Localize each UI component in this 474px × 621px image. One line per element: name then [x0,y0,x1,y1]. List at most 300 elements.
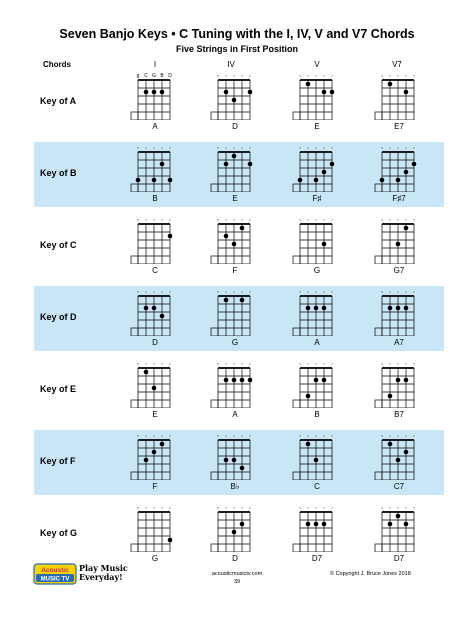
chord-name: D [232,122,238,131]
fretboard-diagram [130,502,180,552]
finger-dot [240,466,245,471]
chord-diagram [374,286,424,348]
string-marker: ○ [388,217,392,222]
string-marker: ○ [322,361,326,366]
finger-dot [240,226,245,231]
string-marker: ○ [306,73,310,78]
row-label: Key of A [40,96,77,106]
fifth-string-peg-box [131,256,138,264]
finger-dot [248,378,253,383]
string-marker: ○ [412,289,416,294]
string-marker: ○ [224,145,228,150]
string-marker: ○ [248,433,252,438]
row-label: Key of F [40,456,76,466]
finger-dot [322,90,327,95]
chord-diagram [210,358,260,420]
chord-diagram [292,502,342,564]
string-marker: ○ [144,145,148,150]
page-subtitle: Five Strings in First Position [175,44,298,54]
string-marker: × [380,505,384,510]
fifth-string-peg-box [375,400,382,408]
fretboard-diagram [130,214,180,264]
string-marker: ○ [322,145,326,150]
chord-name: B [152,194,158,203]
fretboard-diagram [130,358,180,408]
string-marker: g [136,73,140,79]
finger-dot [314,306,319,311]
string-marker: ○ [144,505,148,510]
chord-name: G7 [393,266,405,275]
svg-text:Acoustic: Acoustic [41,567,69,574]
fretboard-diagram [130,70,180,120]
string-marker: × [298,505,302,510]
string-marker: ○ [314,289,318,294]
finger-dot [388,394,393,399]
finger-dot [396,178,401,183]
chord-name: G [151,554,159,563]
chord-name: D7 [393,554,405,563]
finger-dot [322,522,327,527]
string-marker: ○ [306,145,310,150]
finger-dot [232,530,237,535]
string-marker: ○ [330,73,334,78]
finger-dot [224,298,229,303]
column-header-iv: IV [227,60,235,69]
fretboard-diagram [292,214,342,264]
string-marker: ○ [160,145,164,150]
string-marker: ○ [396,505,400,510]
chord-diagram [292,430,342,492]
string-marker: ○ [240,217,244,222]
footer-url: acousticmusictv.com [211,571,263,577]
finger-dot [388,82,393,87]
chord-name: B [314,410,320,419]
chord-diagram [292,214,342,276]
string-marker: ○ [388,361,392,366]
string-marker: ○ [388,73,392,78]
row-label: Key of C [40,240,77,250]
string-marker: ○ [168,217,172,222]
string-marker: B [160,73,164,79]
row-label: Key of D [40,312,77,322]
string-marker: × [298,361,302,366]
finger-dot [306,82,311,87]
chord-name: A [314,338,320,347]
chord-diagram [374,70,424,132]
string-marker: ○ [248,217,252,222]
chord-diagram [130,358,180,420]
string-marker: ○ [388,505,392,510]
string-marker: ○ [306,289,310,294]
fretboard-diagram [130,430,180,480]
finger-dot [224,378,229,383]
string-marker: × [136,217,140,222]
fifth-string-peg-box [293,328,300,336]
chord-diagram [210,70,260,132]
fretboard-diagram [292,70,342,120]
string-marker: × [380,217,384,222]
finger-dot [314,458,319,463]
finger-dot [160,442,165,447]
finger-dot [240,298,245,303]
string-marker: ○ [396,289,400,294]
fifth-string-peg-box [293,112,300,120]
string-marker: ○ [160,361,164,366]
string-marker: ○ [152,433,156,438]
string-marker: × [216,145,220,150]
fretboard-diagram [210,286,260,336]
finger-dot [248,162,253,167]
string-marker: ○ [248,505,252,510]
chord-name: A [152,122,158,131]
string-marker: × [298,145,302,150]
string-marker: G [152,73,156,79]
fretboard-diagram [130,286,180,336]
string-marker: ○ [404,289,408,294]
string-marker: × [216,505,220,510]
fifth-string-peg-box [131,112,138,120]
finger-dot [322,242,327,247]
string-marker: × [380,145,384,150]
finger-dot [144,458,149,463]
finger-dot [160,314,165,319]
fifth-string-peg-box [293,184,300,192]
string-marker: ○ [160,217,164,222]
chord-name: B♭ [230,482,240,491]
string-marker: ○ [224,505,228,510]
string-marker: ○ [412,217,416,222]
string-marker: ○ [330,361,334,366]
fifth-string-peg-box [211,544,218,552]
string-marker: ○ [330,289,334,294]
string-marker: ○ [232,505,236,510]
chord-name: E [152,410,158,419]
string-marker: ○ [396,217,400,222]
string-marker: ○ [224,217,228,222]
string-marker: ○ [240,361,244,366]
chord-name: E [232,194,238,203]
chord-diagram [130,142,180,204]
string-marker: × [298,217,302,222]
string-marker: ○ [152,217,156,222]
string-marker: × [380,361,384,366]
finger-dot [404,90,409,95]
finger-dot [306,442,311,447]
column-header-v: V [314,60,320,69]
chord-diagram [374,502,424,564]
string-marker: ○ [160,433,164,438]
finger-dot [396,306,401,311]
string-marker: ○ [160,289,164,294]
finger-dot [330,162,335,167]
finger-dot [322,306,327,311]
finger-dot [388,522,393,527]
string-marker: ○ [232,361,236,366]
string-marker: ○ [248,73,252,78]
string-marker: ○ [232,289,236,294]
fretboard-diagram [210,142,260,192]
fretboard-diagram [374,430,424,480]
string-marker: × [136,145,140,150]
string-marker: ○ [322,505,326,510]
finger-dot [314,178,319,183]
fifth-string-peg-box [131,328,138,336]
string-marker: ○ [224,433,228,438]
fifth-string-peg-box [375,256,382,264]
string-marker: ○ [224,73,228,78]
chord-name: E [314,122,320,131]
finger-dot [168,538,173,543]
string-marker: ○ [412,73,416,78]
string-marker: × [216,73,220,78]
string-marker: × [216,361,220,366]
finger-dot [160,90,165,95]
string-marker: ○ [412,361,416,366]
chord-diagram [210,502,260,564]
string-marker: ○ [232,433,236,438]
fifth-string-peg-box [131,400,138,408]
string-marker: ○ [396,433,400,438]
finger-dot [380,178,385,183]
fifth-string-peg-box [375,544,382,552]
string-marker: × [216,217,220,222]
fifth-string-peg-box [375,328,382,336]
string-marker: ○ [248,361,252,366]
string-marker: ○ [314,217,318,222]
string-marker: ○ [248,289,252,294]
string-marker: ○ [412,505,416,510]
finger-dot [404,378,409,383]
finger-dot [136,178,141,183]
chord-name: F♯7 [392,194,406,203]
string-marker: ○ [168,433,172,438]
chord-diagram [292,142,342,204]
finger-dot [224,458,229,463]
finger-dot [144,90,149,95]
string-marker: ○ [240,145,244,150]
string-marker: ○ [322,433,326,438]
chord-diagram [210,430,260,492]
string-marker: ○ [322,289,326,294]
fifth-string-peg-box [375,184,382,192]
chord-diagram [130,502,180,564]
fretboard-diagram [374,142,424,192]
chord-diagram [374,142,424,204]
string-marker: ○ [322,217,326,222]
string-marker: ○ [388,145,392,150]
chord-name: G [231,338,239,347]
column-header-i: I [153,60,157,69]
finger-dot [152,386,157,391]
finger-dot [160,162,165,167]
fifth-string-peg-box [131,472,138,480]
copyright: © Copyright J. Bruce Jones 2018 [330,571,411,577]
chord-diagram [210,286,260,348]
chord-name: F♯ [312,194,322,203]
chord-name: G [313,266,321,275]
string-marker: ○ [240,505,244,510]
string-marker: ○ [330,217,334,222]
string-marker: ○ [314,73,318,78]
string-marker: ○ [306,505,310,510]
chord-name: F [232,266,238,275]
row-label: Key of E [40,384,77,394]
fifth-string-peg-box [211,112,218,120]
string-marker: ○ [224,289,228,294]
string-marker: × [216,433,220,438]
string-marker: × [380,289,384,294]
string-marker: ○ [396,145,400,150]
string-marker: ○ [330,145,334,150]
chords-column-header: Chords [43,60,71,69]
finger-dot [404,450,409,455]
chord-diagram [292,70,342,132]
string-marker: ○ [404,73,408,78]
finger-dot [224,162,229,167]
fretboard-diagram [374,502,424,552]
finger-dot [322,378,327,383]
fretboard-diagram [374,286,424,336]
finger-dot [248,90,253,95]
string-marker: ○ [396,73,400,78]
string-marker: × [136,433,140,438]
chord-name: D7 [311,554,323,563]
finger-dot [240,378,245,383]
chord-diagram [374,214,424,276]
chord-name: F [152,482,158,491]
fretboard-diagram [292,430,342,480]
chord-diagram [210,214,260,276]
string-marker: × [380,433,384,438]
string-marker: ○ [314,433,318,438]
fretboard-diagram [292,358,342,408]
fretboard-diagram [130,142,180,192]
string-marker: ○ [168,505,172,510]
finger-dot [396,242,401,247]
chord-diagram [130,286,180,348]
finger-dot [240,522,245,527]
fretboard-diagram [210,70,260,120]
fretboard-diagram [210,214,260,264]
string-marker: ○ [396,361,400,366]
fifth-string-peg-box [293,256,300,264]
string-marker: ○ [404,505,408,510]
finger-dot [306,522,311,527]
finger-dot [232,98,237,103]
string-marker: ○ [306,433,310,438]
finger-dot [396,514,401,519]
fifth-string-peg-box [211,184,218,192]
chord-name: C [314,482,320,491]
page-title: Seven Banjo Keys • C Tuning with the I, IV, V and V7 Chords [59,27,415,41]
chord-diagram [292,286,342,348]
string-marker: × [216,289,220,294]
fifth-string-peg-box [131,184,138,192]
finger-dot [404,226,409,231]
string-marker: ○ [232,73,236,78]
string-marker: × [136,505,140,510]
fifth-string-peg-box [293,472,300,480]
fretboard-diagram [210,430,260,480]
finger-dot [152,450,157,455]
row-label: Key of B [40,168,77,178]
chord-name: D [232,554,238,563]
fretboard-diagram [374,70,424,120]
string-marker: ○ [144,217,148,222]
finger-dot [396,458,401,463]
string-marker: ○ [224,361,228,366]
finger-dot [306,394,311,399]
string-marker: ○ [168,361,172,366]
finger-dot [314,378,319,383]
finger-dot [412,162,417,167]
finger-dot [404,306,409,311]
chord-diagram [130,214,180,276]
fretboard-diagram [292,286,342,336]
string-marker: × [380,73,384,78]
string-marker: ○ [168,145,172,150]
finger-dot [404,170,409,175]
page-number: 39 [233,579,241,585]
string-marker: ○ [152,361,156,366]
string-marker: ○ [144,433,148,438]
chord-diagram [374,358,424,420]
string-marker: ○ [330,433,334,438]
fretboard-diagram [292,142,342,192]
string-marker: × [298,73,302,78]
finger-dot [144,306,149,311]
string-marker: ○ [322,73,326,78]
fifth-string-peg-box [375,472,382,480]
string-marker: ○ [240,73,244,78]
string-marker: ○ [388,289,392,294]
string-marker: ○ [306,217,310,222]
fifth-string-peg-box [211,400,218,408]
finger-dot [232,242,237,247]
fifth-string-peg-box [293,544,300,552]
finger-dot [314,522,319,527]
chord-name: C7 [393,482,405,491]
string-marker: ○ [314,505,318,510]
string-marker: ○ [248,145,252,150]
finger-dot [330,90,335,95]
string-marker: × [136,361,140,366]
finger-dot [322,170,327,175]
finger-dot [152,90,157,95]
chord-diagram [130,70,180,132]
fretboard-diagram [374,214,424,264]
string-marker: ○ [404,433,408,438]
fifth-string-peg-box [131,544,138,552]
chord-diagram [130,430,180,492]
string-marker: ○ [168,289,172,294]
chord-diagram [292,358,342,420]
string-marker: ○ [152,505,156,510]
string-marker: ○ [314,361,318,366]
finger-dot [306,306,311,311]
string-marker: ○ [232,145,236,150]
finger-dot [232,154,237,159]
fretboard-diagram [210,502,260,552]
string-marker: ○ [240,433,244,438]
string-marker: D [168,73,172,79]
fifth-string-peg-box [375,112,382,120]
fifth-string-peg-box [211,256,218,264]
column-header-v7: V7 [392,60,402,69]
row-label: Key of G [40,528,78,538]
finger-dot [168,234,173,239]
string-marker: ○ [404,361,408,366]
